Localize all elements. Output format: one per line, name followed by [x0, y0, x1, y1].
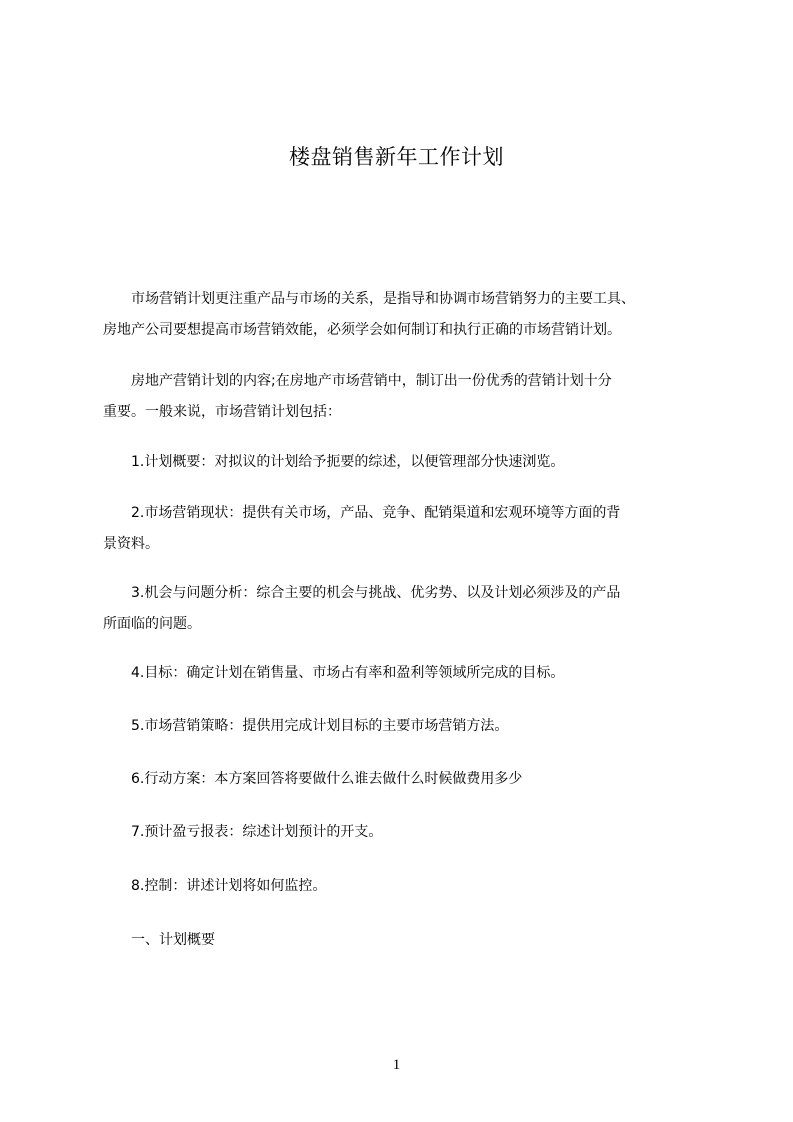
paragraph-line: 6.行动方案：本方案回答将要做什么谁去做什么时候做费用多少 — [103, 771, 523, 787]
paragraph-contents — [103, 366, 703, 428]
document-title: 楼盘销售新年工作计划 — [289, 145, 504, 169]
list-item-market-status — [103, 498, 703, 560]
paragraph-line: 市场营销计划更注重产品与市场的关系，是指导和协调市场营销努力的主要工具、 — [103, 291, 635, 307]
paragraph-line: 景资料。 — [103, 536, 159, 552]
paragraph-line: 7.预计盈亏报表：综述计划预计的开支。 — [103, 824, 383, 840]
section-heading-plan-summary — [103, 925, 703, 956]
list-item-opportunity-analysis — [103, 578, 703, 640]
paragraph-line: 所面临的问题。 — [103, 616, 201, 632]
page-number: 1 — [392, 1057, 401, 1073]
list-item-goals — [103, 658, 703, 689]
paragraph-line: 一、计划概要 — [103, 932, 215, 948]
paragraph-line: 4.目标：确定计划在销售量、市场占有率和盈利等领域所完成的目标。 — [103, 665, 565, 681]
list-item-action-plan — [103, 764, 703, 795]
list-item-profit-loss-statement — [103, 817, 703, 848]
list-item-marketing-strategy — [103, 711, 703, 742]
paragraph-line: 房地产营销计划的内容;在房地产市场营销中，制订出一份优秀的营销计划十分 — [103, 373, 612, 389]
paragraph-line: 2.市场营销现状：提供有关市场，产品、竞争、配销渠道和宏观环境等方面的背 — [103, 505, 621, 521]
paragraph-line: 房地产公司要想提高市场营销效能，必须学会如何制订和执行正确的市场营销计划。 — [103, 322, 621, 338]
paragraph-line: 3.机会与问题分析：综合主要的机会与挑战、优劣势、以及计划必须涉及的产品 — [103, 585, 621, 601]
list-item-control — [103, 871, 703, 902]
list-item-plan-summary — [103, 447, 703, 478]
paragraph-line: 重要。一般来说，市场营销计划包括： — [103, 404, 341, 420]
paragraph-line: 5.市场营销策略：提供用完成计划目标的主要市场营销方法。 — [103, 718, 509, 734]
paragraph-line: 8.控制：讲述计划将如何监控。 — [103, 878, 327, 894]
paragraph-line: 1.计划概要：对拟议的计划给予扼要的综述，以便管理部分快速浏览。 — [103, 454, 565, 470]
paragraph-intro — [103, 284, 703, 346]
